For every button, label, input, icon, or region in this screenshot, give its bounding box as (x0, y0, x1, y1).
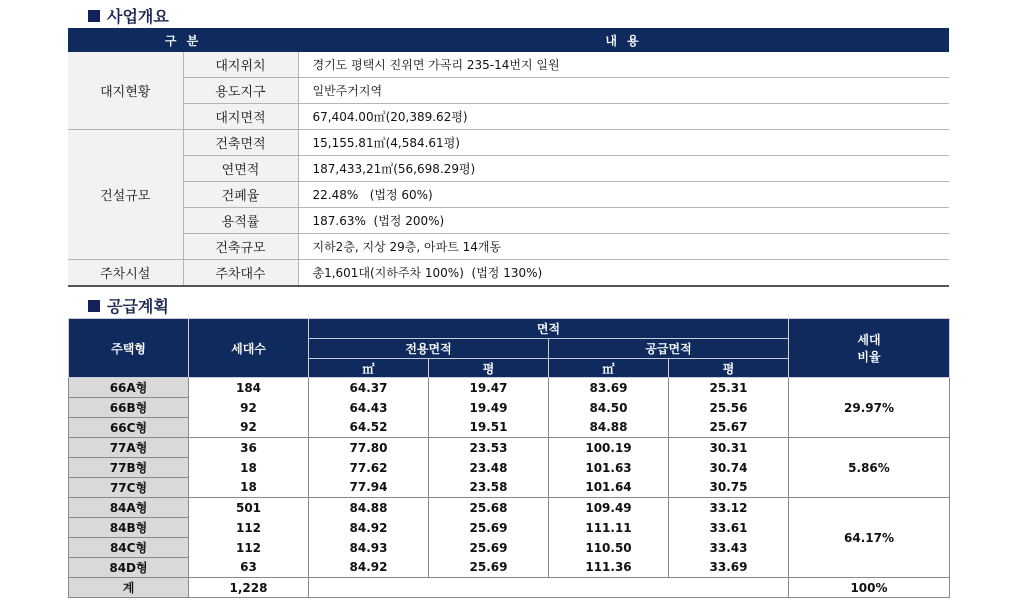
cell-ex-py: 25.69 (429, 518, 549, 538)
cell-su-py: 33.12 (669, 498, 789, 518)
overview-value: 187,433,21㎡(56,698.29평) (298, 156, 949, 182)
cell-households: 18 (189, 458, 309, 478)
cell-type: 84A형 (69, 498, 189, 518)
overview-category: 건설규모 (68, 130, 183, 260)
supply-table (68, 318, 950, 598)
cell-ex-sqm: 84.92 (309, 518, 429, 538)
overview-value: 67,404.00㎡(20,389.62평) (298, 104, 949, 130)
header-supply-area: 공급면적 (549, 339, 789, 359)
overview-value: 15,155.81㎡(4,584.61평) (298, 130, 949, 156)
overview-value: 지하2층, 지상 29층, 아파트 14개동 (298, 234, 949, 260)
cell-ex-py: 19.47 (429, 378, 549, 398)
cell-type: 77A형 (69, 438, 189, 458)
overview-category: 대지현황 (68, 52, 183, 130)
overview-row (68, 182, 949, 208)
cell-ex-py: 23.53 (429, 438, 549, 458)
cell-su-py: 25.56 (669, 398, 789, 418)
overview-label: 대지면적 (183, 104, 298, 130)
cell-households: 36 (189, 438, 309, 458)
cell-su-py: 30.31 (669, 438, 789, 458)
table-row (69, 438, 950, 458)
overview-header-content: 내 용 (298, 28, 949, 52)
cell-ex-py: 25.68 (429, 498, 549, 518)
cell-su-sqm: 111.36 (549, 558, 669, 578)
cell-ex-sqm: 77.62 (309, 458, 429, 478)
total-row (69, 578, 950, 598)
cell-su-sqm: 111.11 (549, 518, 669, 538)
cell-type: 77B형 (69, 458, 189, 478)
square-bullet-icon (88, 10, 100, 22)
cell-households: 501 (189, 498, 309, 518)
cell-type: 66A형 (69, 378, 189, 398)
header-sqm: ㎡ (309, 359, 429, 378)
cell-su-sqm: 101.63 (549, 458, 669, 478)
overview-value: 총1,601대(지하주차 100%) (법정 130%) (298, 260, 949, 287)
supply-body (69, 378, 950, 598)
cell-ex-sqm: 84.92 (309, 558, 429, 578)
overview-title: 사업개요 (88, 4, 169, 27)
table-row (69, 378, 950, 398)
overview-label: 용도지구 (183, 78, 298, 104)
cell-households: 63 (189, 558, 309, 578)
table-row (69, 498, 950, 518)
header-pyeong: 평 (669, 359, 789, 378)
cell-ex-sqm: 77.80 (309, 438, 429, 458)
total-households: 1,228 (189, 578, 309, 598)
overview-value: 22.48% (법정 60%) (298, 182, 949, 208)
cell-su-sqm: 100.19 (549, 438, 669, 458)
cell-type: 84B형 (69, 518, 189, 538)
cell-ex-py: 23.48 (429, 458, 549, 478)
overview-value: 일반주거지역 (298, 78, 949, 104)
cell-su-py: 33.43 (669, 538, 789, 558)
overview-label: 건축규모 (183, 234, 298, 260)
overview-row (68, 104, 949, 130)
cell-ratio: 64.17% (789, 498, 950, 578)
supply-header-row (69, 319, 950, 339)
cell-households: 92 (189, 418, 309, 438)
cell-ex-sqm: 64.43 (309, 398, 429, 418)
header-households: 세대수 (189, 319, 309, 378)
cell-su-py: 25.67 (669, 418, 789, 438)
overview-label: 건폐율 (183, 182, 298, 208)
overview-header-row (68, 28, 949, 52)
cell-type: 66C형 (69, 418, 189, 438)
overview-row (68, 234, 949, 260)
cell-su-py: 33.69 (669, 558, 789, 578)
overview-row (68, 156, 949, 182)
total-ratio: 100% (789, 578, 950, 598)
total-label: 계 (69, 578, 189, 598)
overview-value: 경기도 평택시 진위면 가곡리 235-14번지 일원 (298, 52, 949, 78)
cell-ex-sqm: 64.37 (309, 378, 429, 398)
cell-ex-sqm: 84.88 (309, 498, 429, 518)
cell-type: 77C형 (69, 478, 189, 498)
cell-su-sqm: 84.88 (549, 418, 669, 438)
header-ratio: 세대 비율 (789, 319, 950, 378)
cell-households: 184 (189, 378, 309, 398)
cell-households: 92 (189, 398, 309, 418)
overview-row (68, 52, 949, 78)
cell-su-sqm: 84.50 (549, 398, 669, 418)
cell-su-py: 30.75 (669, 478, 789, 498)
cell-ex-py: 19.49 (429, 398, 549, 418)
cell-ex-py: 19.51 (429, 418, 549, 438)
cell-ratio: 29.97% (789, 378, 950, 438)
header-area: 면적 (309, 319, 789, 339)
cell-su-sqm: 101.64 (549, 478, 669, 498)
cell-ex-py: 25.69 (429, 538, 549, 558)
cell-ex-sqm: 84.93 (309, 538, 429, 558)
square-bullet-icon (88, 300, 100, 312)
overview-table (68, 28, 949, 287)
cell-type: 66B형 (69, 398, 189, 418)
cell-su-py: 30.74 (669, 458, 789, 478)
cell-su-sqm: 110.50 (549, 538, 669, 558)
overview-value: 187.63% (법정 200%) (298, 208, 949, 234)
cell-households: 112 (189, 538, 309, 558)
overview-row (68, 260, 949, 287)
overview-row (68, 208, 949, 234)
cell-type: 84C형 (69, 538, 189, 558)
cell-households: 112 (189, 518, 309, 538)
overview-category: 주차시설 (68, 260, 183, 287)
cell-su-sqm: 109.49 (549, 498, 669, 518)
header-sqm: ㎡ (549, 359, 669, 378)
cell-su-sqm: 83.69 (549, 378, 669, 398)
overview-label: 건축면적 (183, 130, 298, 156)
cell-su-py: 33.61 (669, 518, 789, 538)
overview-label: 연면적 (183, 156, 298, 182)
overview-header-category: 구 분 (68, 28, 298, 52)
overview-label: 주차대수 (183, 260, 298, 287)
header-type: 주택형 (69, 319, 189, 378)
overview-label: 용적률 (183, 208, 298, 234)
cell-type: 84D형 (69, 558, 189, 578)
cell-ex-sqm: 77.94 (309, 478, 429, 498)
cell-su-py: 25.31 (669, 378, 789, 398)
cell-ex-py: 25.69 (429, 558, 549, 578)
cell-ex-sqm: 64.52 (309, 418, 429, 438)
cell-households: 18 (189, 478, 309, 498)
overview-label: 대지위치 (183, 52, 298, 78)
header-exclusive-area: 전용면적 (309, 339, 549, 359)
overview-row (68, 78, 949, 104)
supply-title: 공급계획 (88, 294, 169, 317)
overview-row (68, 130, 949, 156)
cell-ex-py: 23.58 (429, 478, 549, 498)
header-pyeong: 평 (429, 359, 549, 378)
total-blank (309, 578, 789, 598)
cell-ratio: 5.86% (789, 438, 950, 498)
